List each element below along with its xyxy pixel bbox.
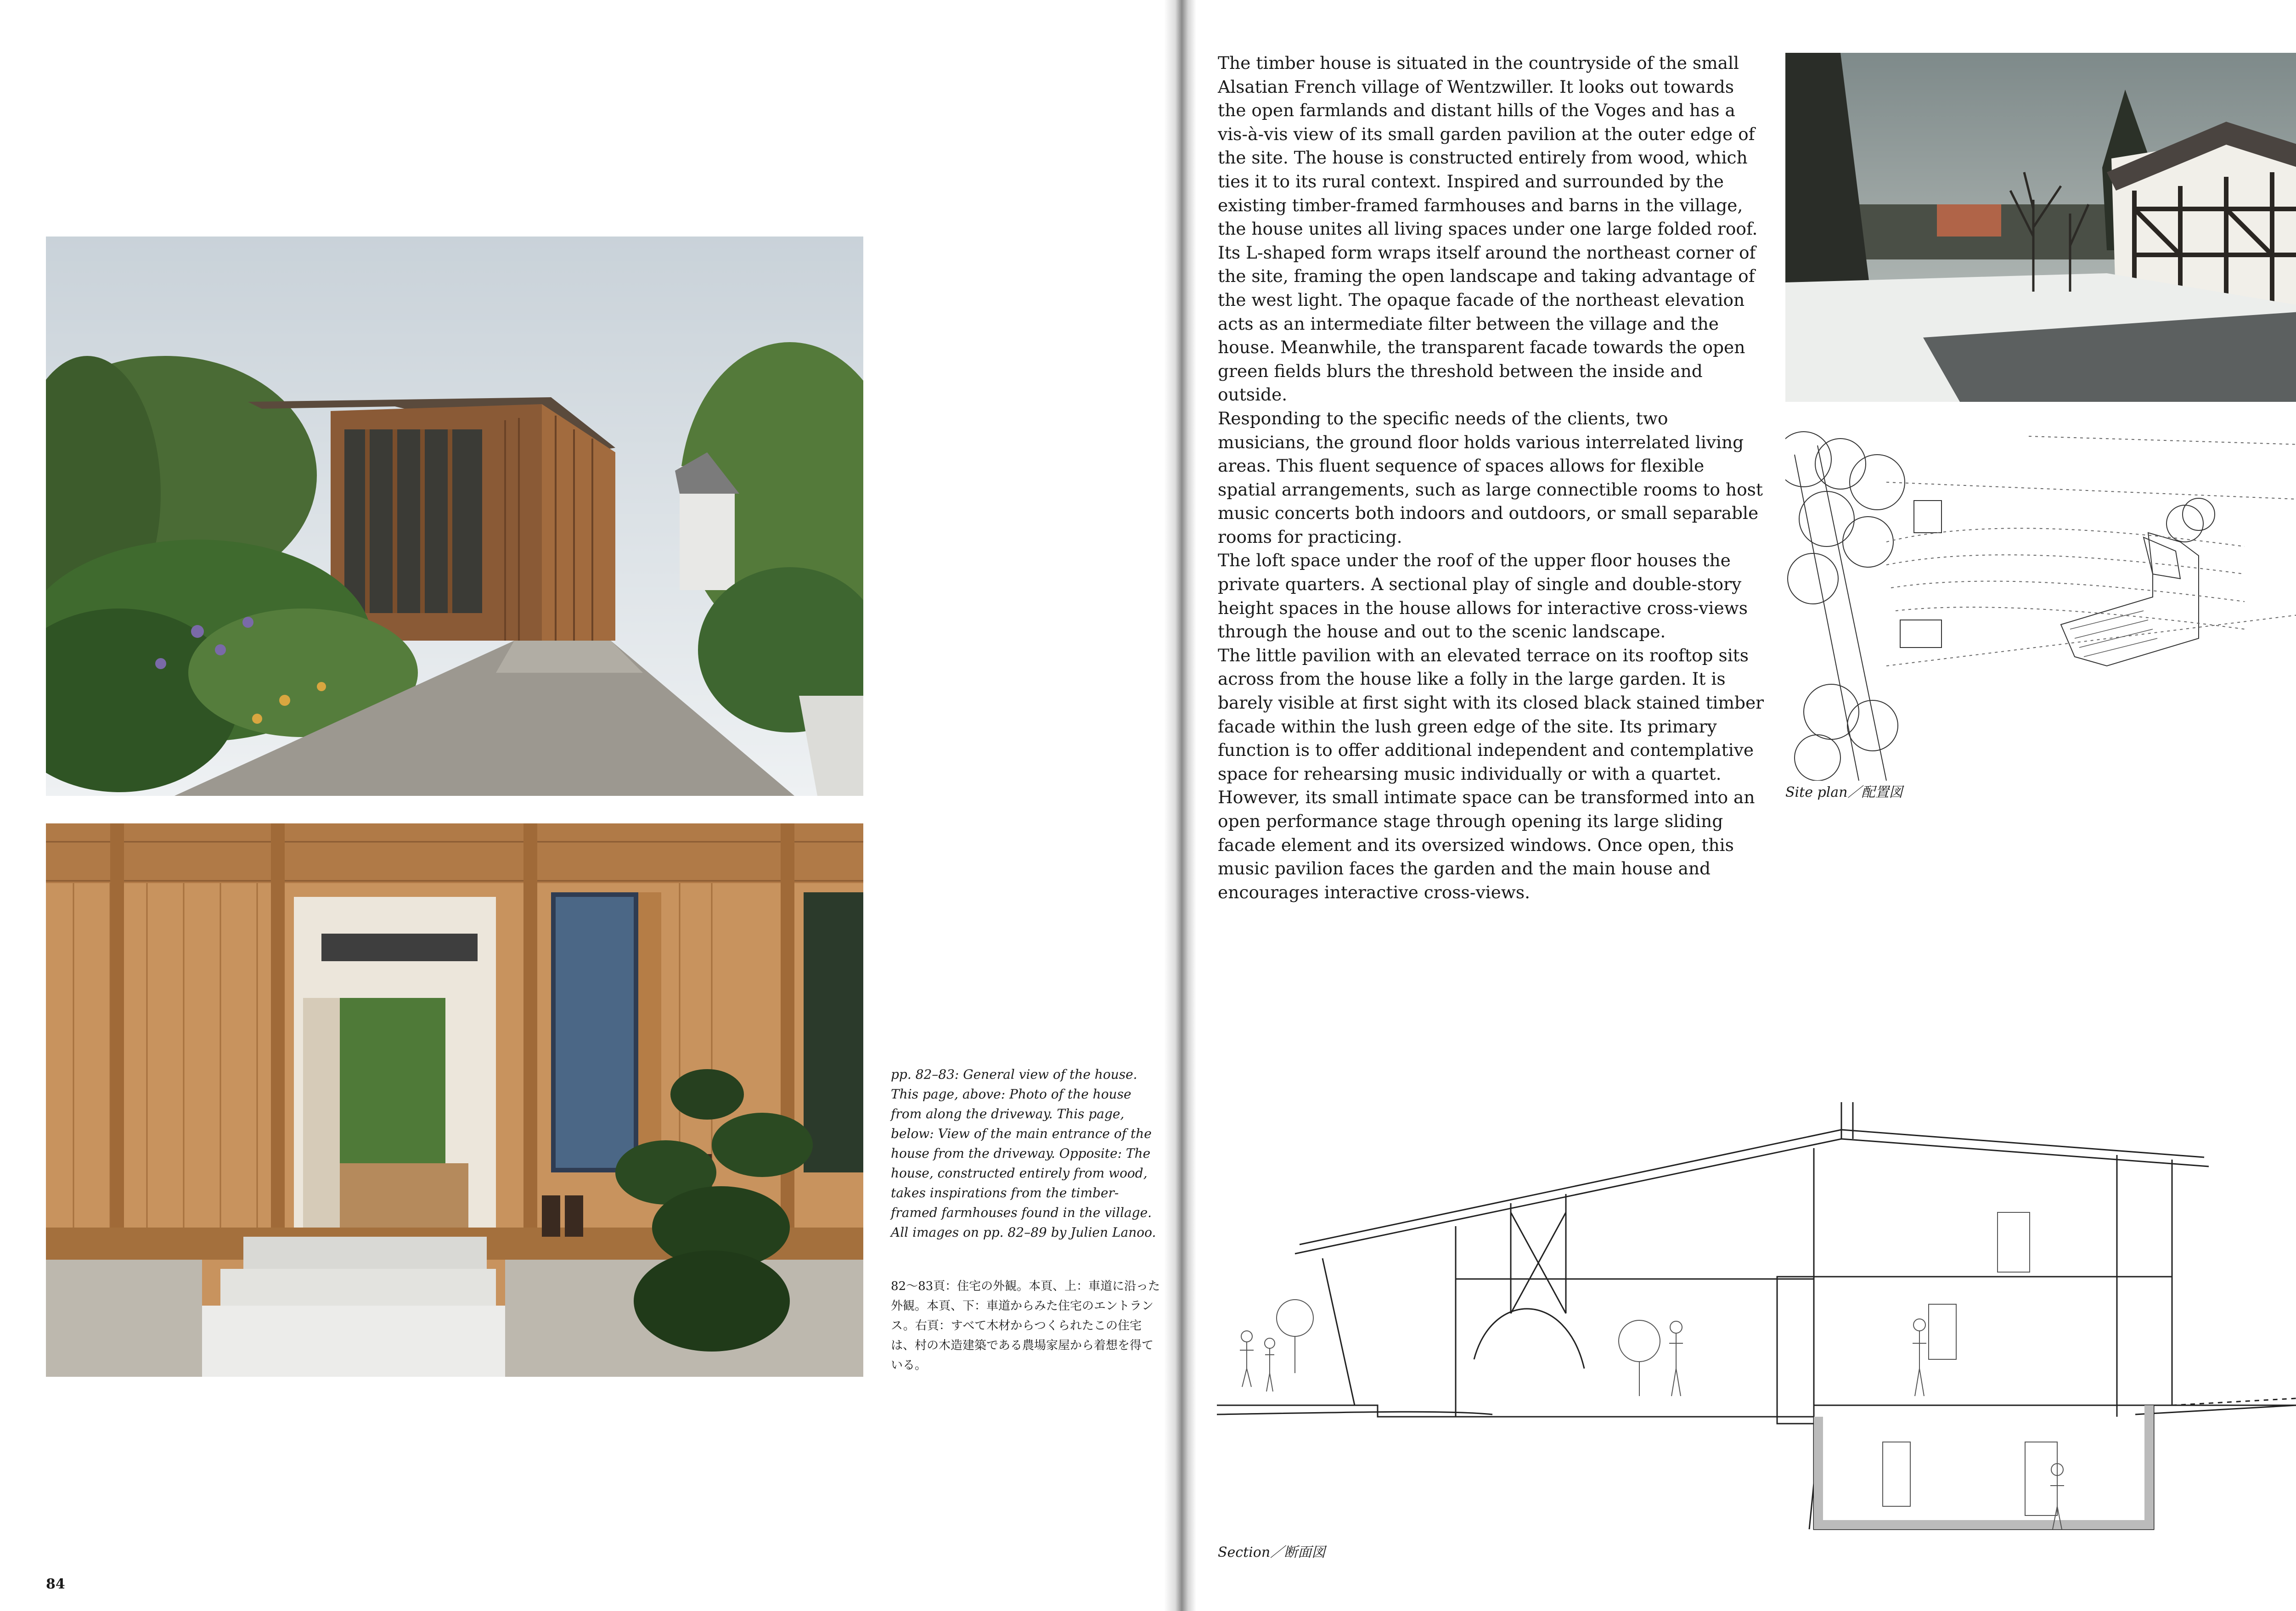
building-section-drawing [1217, 1075, 2296, 1538]
body-paragraph-4: The loft space under the roof of the upper floor houses the private quarters. A sectional play of single and double-story height spaces in the house allows for interactive cross-views through the house and out to the scenic landscape. [1218, 550, 1748, 642]
photo-caption-japanese: 82～83頁：住宅の外観。本頁、上：車道に沿った外観。本頁、下：車道からみた住宅のエントランス。右頁：すべて木材からつくられたこの住宅は、村の木造建築である農場家屋から着想を得ている。 [891, 1279, 1160, 1372]
site-plan-drawing [1785, 427, 2296, 781]
page-number-left: 84 [46, 1576, 65, 1592]
section-caption: Section／断面図 [1218, 1544, 1326, 1560]
body-paragraph-2: Its L-shaped form wraps itself around the northeast corner of the site, framing the open landscape and taking advantage of the west light. The opaque facade of the northeast elevation acts as an intermediate filter between the village and the house. Meanwhile, the transparent facade towards the open green fields blurs the threshold between the inside and outside. [1218, 242, 1756, 405]
village-winter-photo [1785, 53, 2296, 402]
body-paragraph-3: Responding to the specific needs of the clients, two musicians, the ground floor holds various interrelated living areas. This fluent sequence of spaces allows for flexible spatial arrangements, such as large connectible rooms to host music concerts both indoors and outdoors, or small separable rooms for practicing. [1218, 408, 1763, 547]
house-driveway-photo [46, 237, 863, 796]
article-body-text [1218, 51, 1764, 904]
site-plan-caption: Site plan／配置図 [1785, 784, 1903, 800]
body-paragraph-5: The little pavilion with an elevated terrace on its rooftop sits across from the house like a folly in the large garden. It is barely visible at first sight with its closed black stained timber facade within the lush green edge of the site. Its primary function is to offer additional independent and contemplative space for rehearsing music individually or with a quartet. However, its small intimate space can be transformed into an open performance stage through opening its large sliding facade element and its oversized windows. Once open, this music pavilion faces the garden and the main house and encourages interactive cross-views. [1218, 645, 1764, 902]
main-entrance-photo [46, 823, 863, 1377]
body-paragraph-1: The timber house is situated in the countryside of the small Alsatian French village of Wentzwiller. It looks out towards the open farmlands and distant hills of the Voges and has a vis-à-vis view of its small garden pavilion at the outer edge of the site. The house is constructed entirely from wood, which ties it to its rural context. Inspired and surrounded by the existing timber-framed farmhouses and barns in the village, the house unites all living spaces under one large folded roof. [1218, 53, 1758, 239]
photo-caption-english: pp. 82–83: General view of the house. This page, above: Photo of the house from along the driveway. This page, below: View of the main entrance of the house from the driveway. Opposite: The house, constructed entirely from wood, takes inspirations from the timber-framed farmhouses found in the village. All images on pp. 82–89 by Julien Lanoo. [891, 1067, 1156, 1240]
book-gutter [1164, 0, 1196, 1611]
